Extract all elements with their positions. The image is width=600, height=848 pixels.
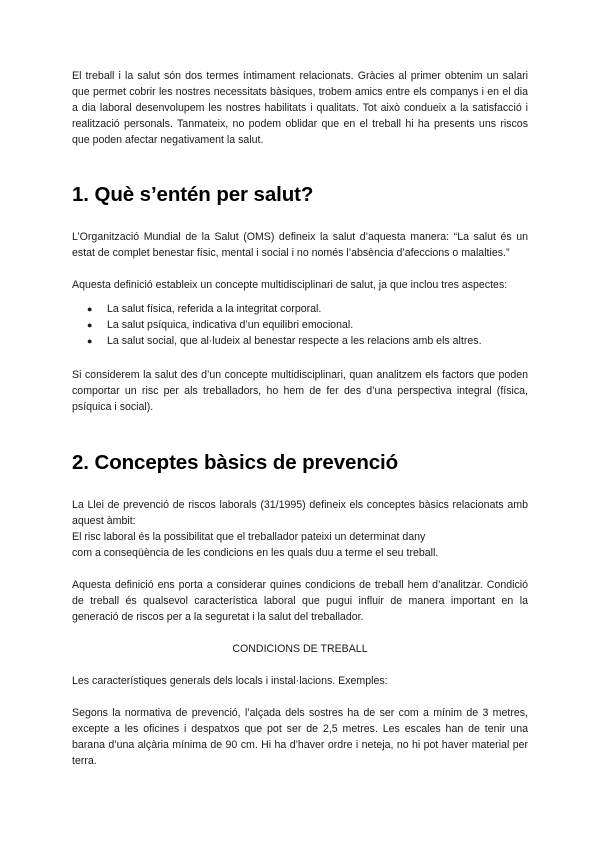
- list-item: [72, 301, 528, 317]
- law-definition-text: La Llei de prevenció de riscos laborals (31/1995) defineix els conceptes bàsics relacionats amb aquest àmbit:: [72, 499, 528, 527]
- regulation-paragraph: Segons la normativa de prevenció, l’alçada dels sostres ha de ser com a mínim de 3 metres, excepte a les oficines i despatxos que pot ser de 2,5 metres. Les escales han de tenir una barana d’una alçària mínima de 90 cm. Hi ha d’haver ordre i neteja, no hi pot haver material per terra.: [72, 707, 528, 767]
- law-definition-block: [72, 497, 528, 561]
- section-2-heading: 2. Conceptes bàsics de prevenció: [72, 451, 399, 474]
- conclusion-paragraph: Si considerem la salut des d’un concepte multidisciplinari, quan analitzem els factors que poden comportar un risc per als treballadors, ho hem de fer des d’una perspectiva integral (física, psíquica i social).: [72, 369, 528, 413]
- section-1-heading: 1. Què s’entén per salut?: [72, 183, 314, 206]
- conditions-subheading: CONDICIONS DE TREBALL: [232, 643, 368, 655]
- list-item-text: La salut social, que al·ludeix al benestar respecte a les relacions amb els altres.: [107, 335, 482, 347]
- document-page: [72, 68, 528, 769]
- bullet-icon: ●: [87, 336, 93, 346]
- characteristics-paragraph: Les característiques generals dels locals i instal·lacions. Exemples:: [72, 675, 388, 687]
- concept-intro-paragraph: Aquesta definició estableix un concepte multidisciplinari de salut, ja que inclou tres aspectes:: [72, 279, 508, 291]
- intro-paragraph: El treball i la salut són dos termes íntimament relacionats. Gràcies al primer obtenim un salari que permet cobrir les nostres necessitats bàsiques, trobem amics entre els companys i en el dia a dia laboral desenvolupem les nostres habilitats i qualitats. Tot això condueix a la satisfacció i realització personals. Tanmateix, no podem oblidar que en el treball hi ha presents uns riscos que poden afectar negativament la salut.: [72, 70, 528, 146]
- risk-definition-line: El risc laboral és la possibilitat que el treballador pateixi un determinat dany: [72, 531, 426, 543]
- bullet-icon: ●: [87, 304, 93, 314]
- health-aspects-list: [72, 301, 528, 349]
- oms-definition-paragraph: L’Organització Mundial de la Salut (OMS) defineix la salut d’aquesta manera: “La salut és un estat de complet benestar físic, mental i social i no només l’absència d’afeccions o malalties.”: [72, 231, 528, 259]
- risk-definition-line: com a conseqüència de les condicions en les quals duu a terme el seu treball.: [72, 547, 439, 559]
- list-item-text: La salut física, referida a la integritat corporal.: [107, 303, 322, 315]
- bullet-icon: ●: [87, 320, 93, 330]
- work-conditions-paragraph: Aquesta definició ens porta a considerar quines condicions de treball hem d’analitzar. Condició de treball és qualsevol característica laboral que pugui influir de manera important en la generació de riscos per a la seguretat i la salut del treballador.: [72, 579, 528, 623]
- list-item: [72, 333, 528, 349]
- list-item-text: La salut psíquica, indicativa d’un equilibri emocional.: [107, 319, 354, 331]
- list-item: [72, 317, 528, 333]
